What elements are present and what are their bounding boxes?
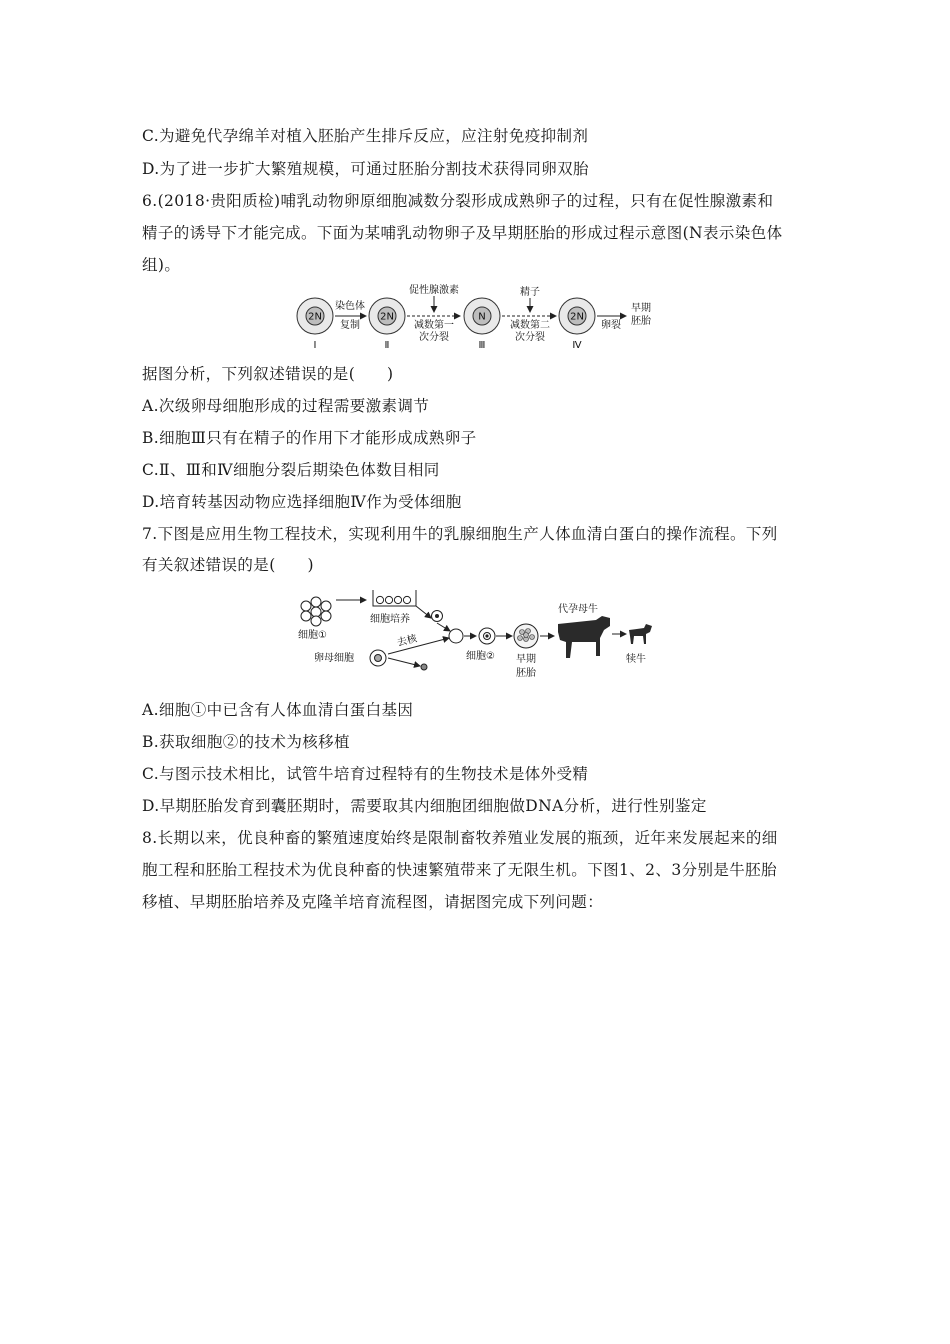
cell-4 xyxy=(559,298,595,351)
enucleated-egg xyxy=(449,629,463,643)
cell-1 xyxy=(297,298,333,351)
q7-stem-line2: 有关叙述错误的是( ) xyxy=(142,556,314,574)
q6-option-a: A.次级卵母细胞形成的过程需要激素调节 xyxy=(142,397,430,415)
q6-stem-line3: 组)。 xyxy=(142,256,181,274)
q5-option-d: D.为了进一步扩大繁殖规模，可通过胚胎分割技术获得同卵双胎 xyxy=(142,160,589,178)
embryo-label-2: 胚胎 xyxy=(516,668,536,679)
cell-4-ploidy: 2N xyxy=(570,311,584,323)
q8-line1: 8.长期以来，优良种畜的繁殖速度始终是限制畜牧养殖业发展的瓶颈，近年来发展起来的细 xyxy=(142,829,778,847)
embryo-label1: 早期 xyxy=(631,303,651,314)
embryo-label2: 胚胎 xyxy=(631,316,651,327)
cell1-label: 细胞① xyxy=(298,630,327,641)
cleavage-label: 卵裂 xyxy=(601,320,621,331)
q7-stem-line1: 7.下图是应用生物工程技术，实现利用牛的乳腺细胞生产人体血清白蛋白的操作流程。下列 xyxy=(142,525,778,543)
cell-3-ploidy: N xyxy=(478,311,486,323)
oocyte-label: 卵母细胞 xyxy=(314,653,354,664)
q7-option-a: A.细胞①中已含有人体血清白蛋白基因 xyxy=(142,701,414,719)
early-embryo xyxy=(514,624,538,648)
culture-dish xyxy=(373,590,416,606)
surrogate-cow xyxy=(558,616,610,658)
q8-line3: 移植、早期胚胎培养及克隆羊培育流程图，请据图完成下列问题： xyxy=(142,893,604,911)
q6-stem-line2: 精子的诱导下才能完成。下面为某哺乳动物卵子及早期胚胎的形成过程示意图(N表示染色体 xyxy=(142,224,783,242)
mammary-cell-cluster xyxy=(301,597,331,626)
q7-option-b: B.获取细胞②的技术为核移植 xyxy=(142,733,350,751)
q7-option-c: C.与图示技术相比，试管牛培育过程特有的生物技术是体外受精 xyxy=(142,765,589,783)
embryo-label-1: 早期 xyxy=(516,654,536,665)
q6-question: 据图分析，下列叙述错误的是( ) xyxy=(142,365,394,383)
culture-label: 细胞培养 xyxy=(370,614,410,625)
cell-3-numeral: Ⅲ xyxy=(478,340,486,351)
cell-1-ploidy: 2N xyxy=(308,311,322,323)
q8-line2: 胞工程和胚胎工程技术为优良种畜的快速繁殖带来了无限生机。下图1、2、3分别是牛胚胎 xyxy=(142,861,777,879)
arrow2-bottom-label2: 次分裂 xyxy=(419,332,449,343)
arrow3-bottom-label1: 减数第二 xyxy=(510,320,550,331)
donor-cell xyxy=(432,611,443,622)
arrow1-top-label: 染色体 xyxy=(335,301,365,312)
arrow1-bottom-label: 复制 xyxy=(340,320,360,331)
q6-option-b: B.细胞Ⅲ只有在精子的作用下才能形成成熟卵子 xyxy=(142,429,477,447)
calf-label: 犊牛 xyxy=(626,654,646,665)
reconstructed-cell xyxy=(479,628,495,644)
q7-option-d: D.早期胚胎发育到囊胚期时，需要取其内细胞团细胞做DNA分析，进行性别鉴定 xyxy=(142,797,707,815)
cell-2-ploidy: 2N xyxy=(380,311,394,323)
cell-3 xyxy=(464,298,500,351)
enucleate-label: 去核 xyxy=(396,633,419,649)
calf xyxy=(629,624,652,644)
q6-option-c: C.Ⅱ、Ⅲ和Ⅳ细胞分裂后期染色体数目相同 xyxy=(142,461,440,479)
q5-option-c: C.为避免代孕绵羊对植入胚胎产生排斥反应，应注射免疫抑制剂 xyxy=(142,127,589,145)
surrogate-label: 代孕母牛 xyxy=(558,604,598,615)
cell2-label: 细胞② xyxy=(466,651,495,662)
cell-2-numeral: Ⅱ xyxy=(384,340,390,351)
cloning-workflow-diagram xyxy=(296,586,656,686)
sperm-label: 精子 xyxy=(520,287,540,298)
q6-stem-line1: 6.(2018·贵阳质检)哺乳动物卵原细胞减数分裂形成成熟卵子的过程，只有在促性腺激素和 xyxy=(142,192,774,210)
cell-4-numeral: Ⅳ xyxy=(572,340,582,351)
oocyte-process-diagram xyxy=(290,284,690,354)
q6-option-d: D.培育转基因动物应选择细胞Ⅳ作为受体细胞 xyxy=(142,493,462,511)
cell-2 xyxy=(369,298,405,351)
arrow2-bottom-label1: 减数第一 xyxy=(414,320,454,331)
arrow3-bottom-label2: 次分裂 xyxy=(515,332,545,343)
oocyte xyxy=(370,650,386,666)
hormone-label: 促性腺激素 xyxy=(409,285,459,296)
cell-1-numeral: Ⅰ xyxy=(313,340,317,351)
